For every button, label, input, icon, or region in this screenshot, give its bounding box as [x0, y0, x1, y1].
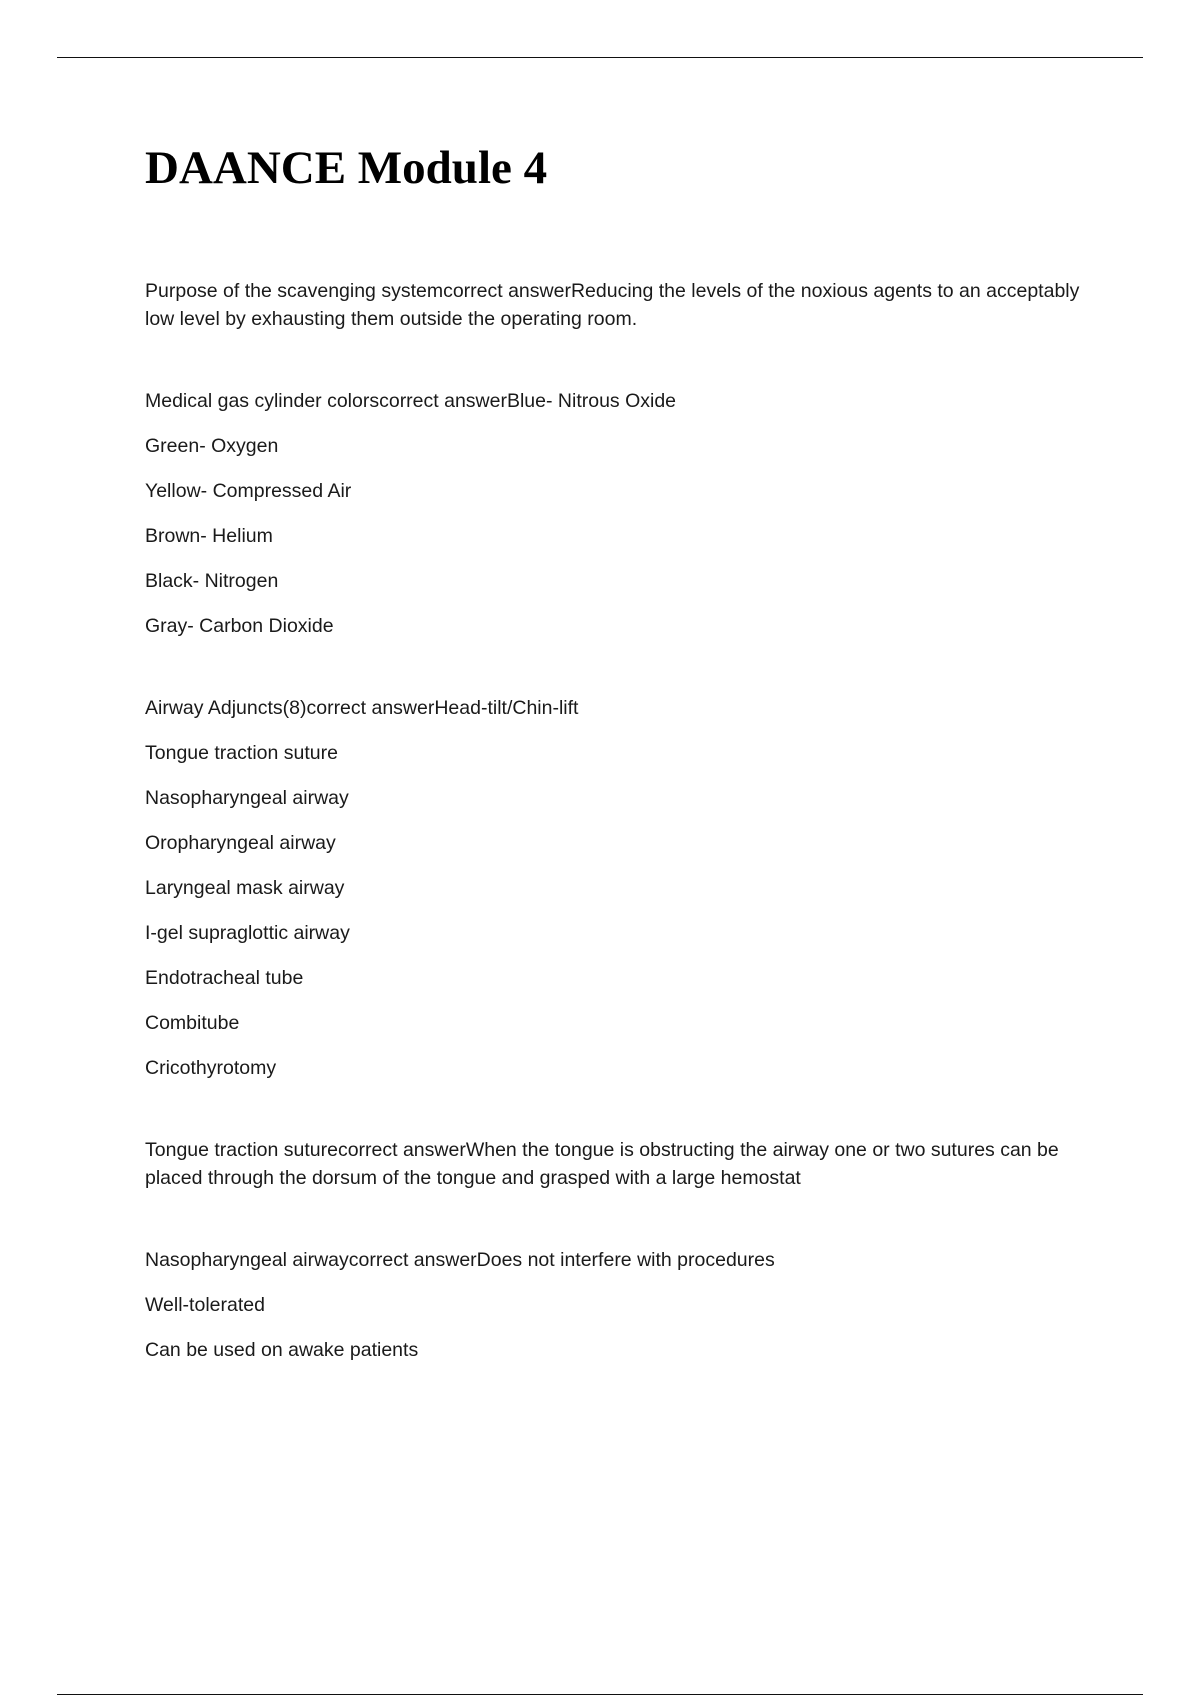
qa-block-airway-adjuncts: [145, 694, 1085, 1082]
bottom-rule: [57, 1694, 1143, 1695]
qa-block-scavenging: [145, 277, 1085, 333]
qa-line: Oropharyngeal airway: [145, 832, 336, 855]
qa-line: Tongue traction suturecorrect answerWhen the tongue is obstructing the airway one or two sutures can be placed through the dorsum of the tongue and grasped with a large hemostat: [145, 1139, 1059, 1190]
top-rule: [57, 57, 1143, 58]
qa-line: Can be used on awake patients: [145, 1339, 419, 1362]
qa-line: Nasopharyngeal airway: [145, 787, 349, 810]
qa-line: I-gel supraglottic airway: [145, 922, 350, 945]
qa-block-gas-cylinder-colors: [145, 387, 1085, 640]
qa-line: Purpose of the scavenging systemcorrect answerReducing the levels of the noxious agents to an acceptably low level by exhausting them outside the operating room.: [145, 280, 1080, 331]
document-body: [145, 140, 1085, 1418]
qa-line: Well-tolerated: [145, 1294, 265, 1317]
qa-line: Combitube: [145, 1012, 240, 1035]
qa-line: Nasopharyngeal airwaycorrect answerDoes not interfere with procedures: [145, 1249, 775, 1272]
qa-line: Endotracheal tube: [145, 967, 304, 990]
qa-line: Yellow- Compressed Air: [145, 480, 352, 503]
qa-blocks: [145, 277, 1085, 1364]
qa-line: Medical gas cylinder colorscorrect answerBlue- Nitrous Oxide: [145, 390, 677, 413]
qa-line: Gray- Carbon Dioxide: [145, 615, 334, 638]
qa-line: Cricothyrotomy: [145, 1057, 277, 1080]
qa-line: Brown- Helium: [145, 525, 273, 548]
qa-line: Tongue traction suture: [145, 742, 338, 765]
qa-line: Green- Oxygen: [145, 435, 279, 458]
qa-block-nasopharyngeal: [145, 1246, 1085, 1364]
qa-line: Black- Nitrogen: [145, 570, 279, 593]
qa-line: Airway Adjuncts(8)correct answerHead-tilt/Chin-lift: [145, 697, 579, 720]
qa-line: Laryngeal mask airway: [145, 877, 345, 900]
document-title: DAANCE Module 4: [145, 142, 548, 194]
qa-block-tongue-traction: [145, 1136, 1085, 1192]
